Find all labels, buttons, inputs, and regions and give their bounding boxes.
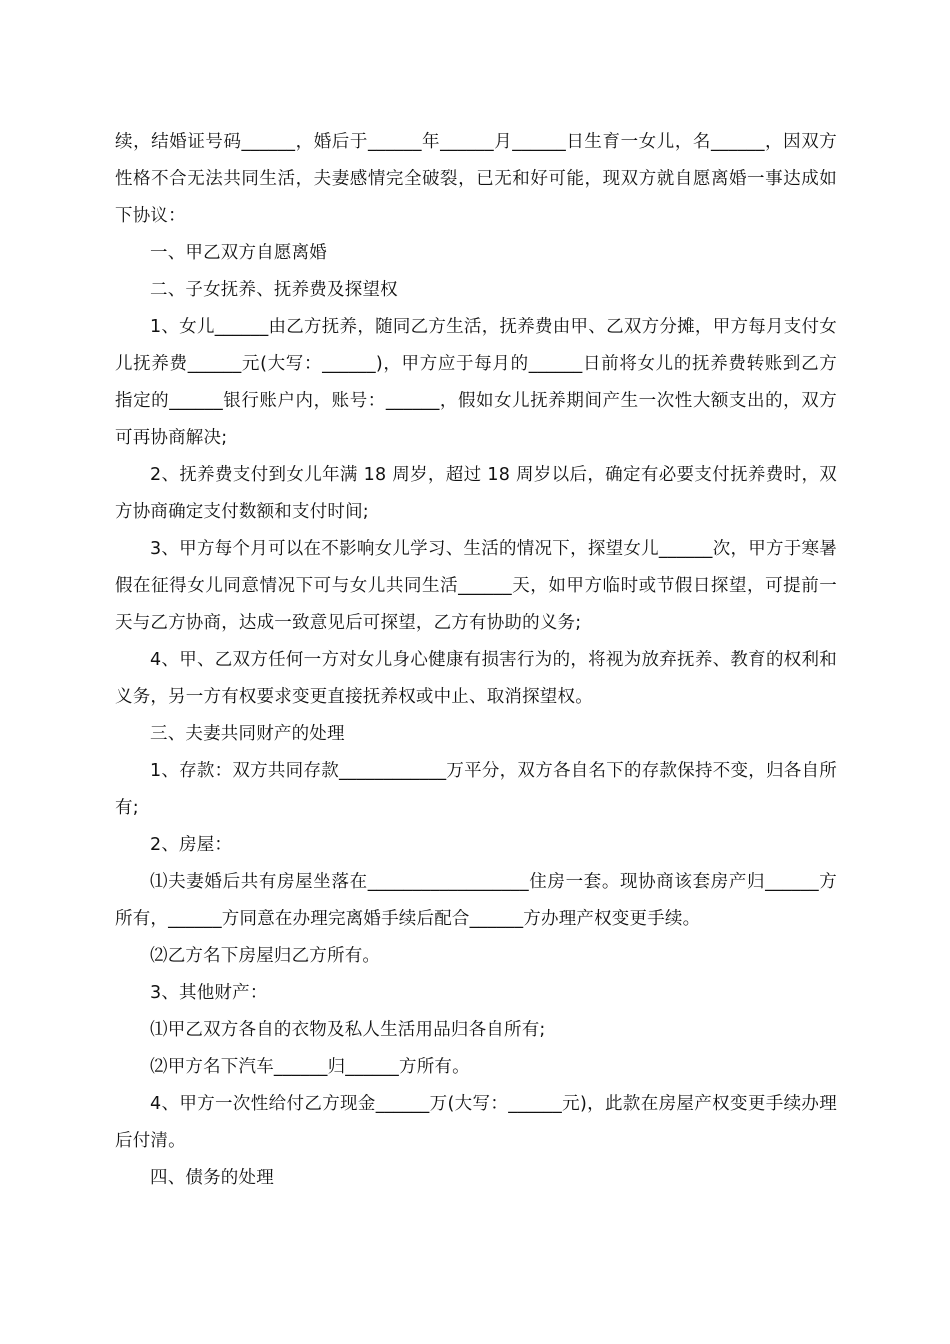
section-heading-child-custody: 二、子女抚养、抚养费及探望权	[150, 280, 398, 300]
agreement-body	[115, 124, 837, 1197]
clause-support-age: 2、抚养费支付到女儿年满 18 周岁，超过 18 周岁以后，确定有必要支付抚养费时，双方协商确定支付数额和支付时间;	[115, 465, 837, 522]
section-heading-property: 三、夫妻共同财产的处理	[150, 724, 345, 744]
clause-visitation: 3、甲方每个月可以在不影响女儿学习、生活的情况下，探望女儿______次，甲方于寒暑假在征得女儿同意情况下可与女儿共同生活______天，如甲方临时或节假日探望，可提前一天与乙方协商，达成一致意见后可探望，乙方有协助的义务;	[115, 539, 837, 633]
clause-housing-heading: 2、房屋：	[150, 835, 233, 855]
clause-personal-items: ⑴甲乙双方各自的衣物及私人生活用品归各自所有;	[150, 1020, 546, 1040]
clause-car: ⑵甲方名下汽车______归______方所有。	[150, 1057, 470, 1077]
paragraph-intro: 续，结婚证号码______，婚后于______年______月______日生育一女儿，名______，因双方性格不合无法共同生活，夫妻感情完全破裂，已无和好可能，现双方就自愿离婚一事达成如下协议：	[115, 132, 837, 226]
section-heading-debts: 四、债务的处理	[150, 1168, 274, 1188]
clause-other-property-heading: 3、其他财产：	[150, 983, 268, 1003]
clause-housing-shared: ⑴夫妻婚后共有房屋坐落在__________________住房一套。现协商该套房产归______方所有，______方同意在办理完离婚手续后配合______方办理产权变更手续。	[115, 872, 837, 929]
clause-housing-party-b: ⑵乙方名下房屋归乙方所有。	[150, 946, 381, 966]
clause-cash-payment: 4、甲方一次性给付乙方现金______万(大写：______元)，此款在房屋产权变更手续办理后付清。	[115, 1094, 837, 1151]
section-heading-divorce: 一、甲乙双方自愿离婚	[150, 243, 327, 263]
clause-savings: 1、存款：双方共同存款____________万平分，双方各自名下的存款保持不变，归各自所有;	[115, 761, 837, 818]
clause-custody-forfeit: 4、甲、乙双方任何一方对女儿身心健康有损害行为的，将视为放弃抚养、教育的权利和义务，另一方有权要求变更直接抚养权或中止、取消探望权。	[115, 650, 837, 707]
clause-child-support: 1、女儿______由乙方抚养，随同乙方生活，抚养费由甲、乙双方分摊，甲方每月支付女儿抚养费______元(大写：______)，甲方应于每月的______日前将女儿的抚养费转账到乙方指定的______银行账户内，账号：______，假如女儿抚养期间产生一次性大额支出的，双方可再协商解决;	[115, 317, 837, 448]
